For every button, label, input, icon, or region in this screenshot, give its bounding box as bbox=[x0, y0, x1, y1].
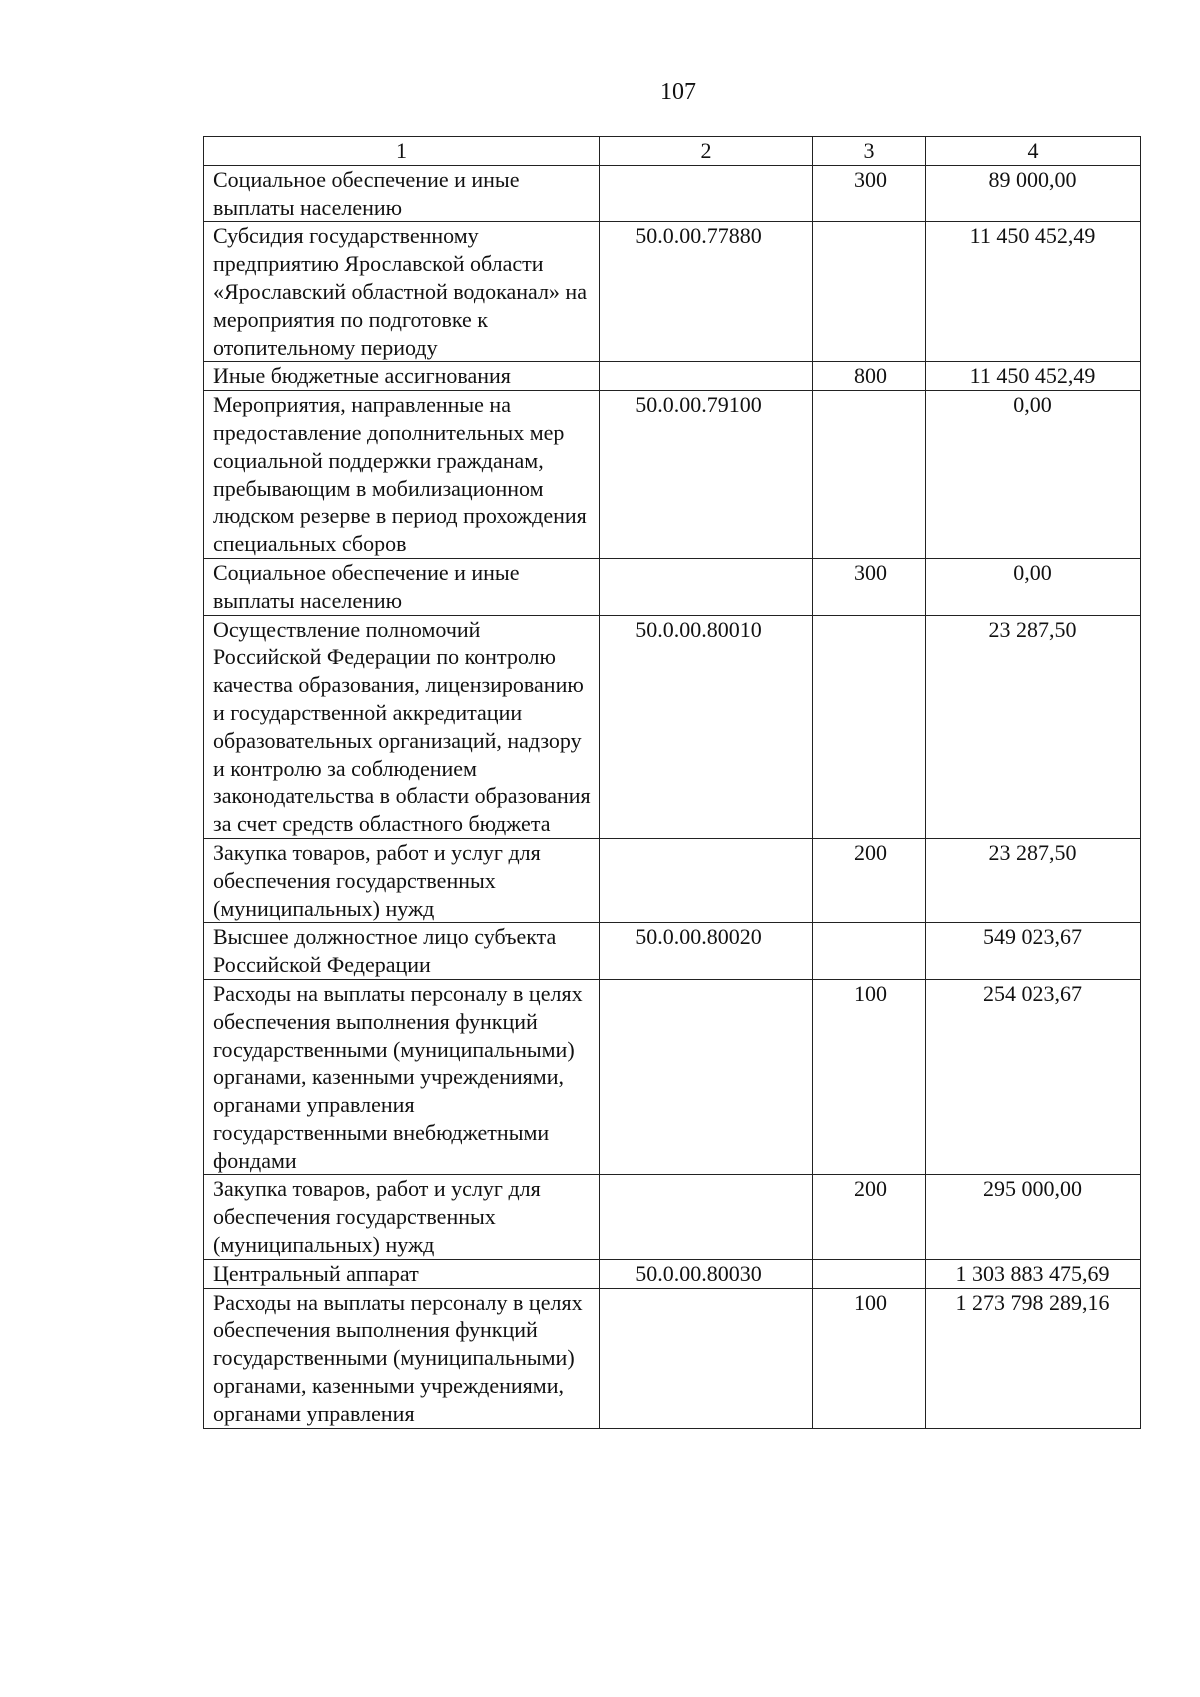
row-amount: 23 287,50 bbox=[926, 615, 1141, 838]
row-expense-type: 100 bbox=[813, 979, 926, 1175]
budget-table bbox=[203, 136, 1141, 1429]
row-amount: 254 023,67 bbox=[926, 979, 1141, 1175]
row-csr-code bbox=[600, 558, 813, 615]
row-csr-code bbox=[600, 1288, 813, 1428]
row-expense-type bbox=[813, 222, 926, 362]
row-name: Расходы на выплаты персоналу в целях обеспечения выполнения функций государственными (муниципальными) органами, казенными учреждениями, органами управления bbox=[204, 1288, 600, 1428]
table-row bbox=[204, 838, 1141, 922]
row-name: Осуществление полномочий Российской Федерации по контролю качества образования, лицензированию и государственной аккредитации образовательных организаций, надзору и контролю за соблюдением законодательства в области образования за счет средств областного бюджета bbox=[204, 615, 600, 838]
row-name: Закупка товаров, работ и услуг для обеспечения государственных (муниципальных) нужд bbox=[204, 838, 600, 922]
row-name: Высшее должностное лицо субъекта Российской Федерации bbox=[204, 923, 600, 980]
table-row bbox=[204, 615, 1141, 838]
row-expense-type: 100 bbox=[813, 1288, 926, 1428]
row-expense-type: 200 bbox=[813, 838, 926, 922]
page-number: 107 bbox=[660, 79, 696, 105]
row-csr-code: 50.0.00.80030 bbox=[600, 1259, 813, 1288]
row-name: Иные бюджетные ассигнования bbox=[204, 362, 600, 391]
row-name: Расходы на выплаты персоналу в целях обеспечения выполнения функций государственными (муниципальными) органами, казенными учреждениями, органами управления государственными внебюджетными фондами bbox=[204, 979, 600, 1175]
table-row bbox=[204, 222, 1141, 362]
row-csr-code: 50.0.00.80020 bbox=[600, 923, 813, 980]
row-amount: 1 303 883 475,69 bbox=[926, 1259, 1141, 1288]
header-cell-vr: 3 bbox=[813, 137, 926, 166]
table-row bbox=[204, 923, 1141, 980]
table-row bbox=[204, 1288, 1141, 1428]
table-row bbox=[204, 558, 1141, 615]
table-row bbox=[204, 362, 1141, 391]
table-row bbox=[204, 1259, 1141, 1288]
row-amount: 0,00 bbox=[926, 391, 1141, 559]
row-amount: 549 023,67 bbox=[926, 923, 1141, 980]
row-expense-type: 300 bbox=[813, 165, 926, 222]
row-expense-type: 200 bbox=[813, 1175, 926, 1259]
row-amount: 23 287,50 bbox=[926, 838, 1141, 922]
header-cell-amount: 4 bbox=[926, 137, 1141, 166]
row-amount: 0,00 bbox=[926, 558, 1141, 615]
row-amount: 1 273 798 289,16 bbox=[926, 1288, 1141, 1428]
row-name: Субсидия государственному предприятию Ярославской области «Ярославский областной водоканал» на мероприятия по подготовке к отопительному периоду bbox=[204, 222, 600, 362]
row-expense-type bbox=[813, 1259, 926, 1288]
row-expense-type: 800 bbox=[813, 362, 926, 391]
row-csr-code bbox=[600, 979, 813, 1175]
header-cell-csr: 2 bbox=[600, 137, 813, 166]
row-name: Социальное обеспечение и иные выплаты населению bbox=[204, 558, 600, 615]
table-row bbox=[204, 165, 1141, 222]
table-row bbox=[204, 1175, 1141, 1259]
row-name: Мероприятия, направленные на предоставление дополнительных мер социальной поддержки гражданам, пребывающим в мобилизационном людском резерве в период прохождения специальных сборов bbox=[204, 391, 600, 559]
row-name: Социальное обеспечение и иные выплаты населению bbox=[204, 165, 600, 222]
row-csr-code bbox=[600, 838, 813, 922]
row-csr-code bbox=[600, 362, 813, 391]
row-name: Закупка товаров, работ и услуг для обеспечения государственных (муниципальных) нужд bbox=[204, 1175, 600, 1259]
row-expense-type bbox=[813, 923, 926, 980]
row-csr-code: 50.0.00.80010 bbox=[600, 615, 813, 838]
row-csr-code bbox=[600, 1175, 813, 1259]
row-expense-type bbox=[813, 391, 926, 559]
row-amount: 89 000,00 bbox=[926, 165, 1141, 222]
row-name: Центральный аппарат bbox=[204, 1259, 600, 1288]
row-expense-type: 300 bbox=[813, 558, 926, 615]
row-csr-code: 50.0.00.79100 bbox=[600, 391, 813, 559]
header-cell-name: 1 bbox=[204, 137, 600, 166]
row-csr-code bbox=[600, 165, 813, 222]
header-row bbox=[204, 137, 1141, 166]
row-amount: 11 450 452,49 bbox=[926, 362, 1141, 391]
table-row bbox=[204, 391, 1141, 559]
row-amount: 11 450 452,49 bbox=[926, 222, 1141, 362]
row-csr-code: 50.0.00.77880 bbox=[600, 222, 813, 362]
row-amount: 295 000,00 bbox=[926, 1175, 1141, 1259]
table-row bbox=[204, 979, 1141, 1175]
row-expense-type bbox=[813, 615, 926, 838]
